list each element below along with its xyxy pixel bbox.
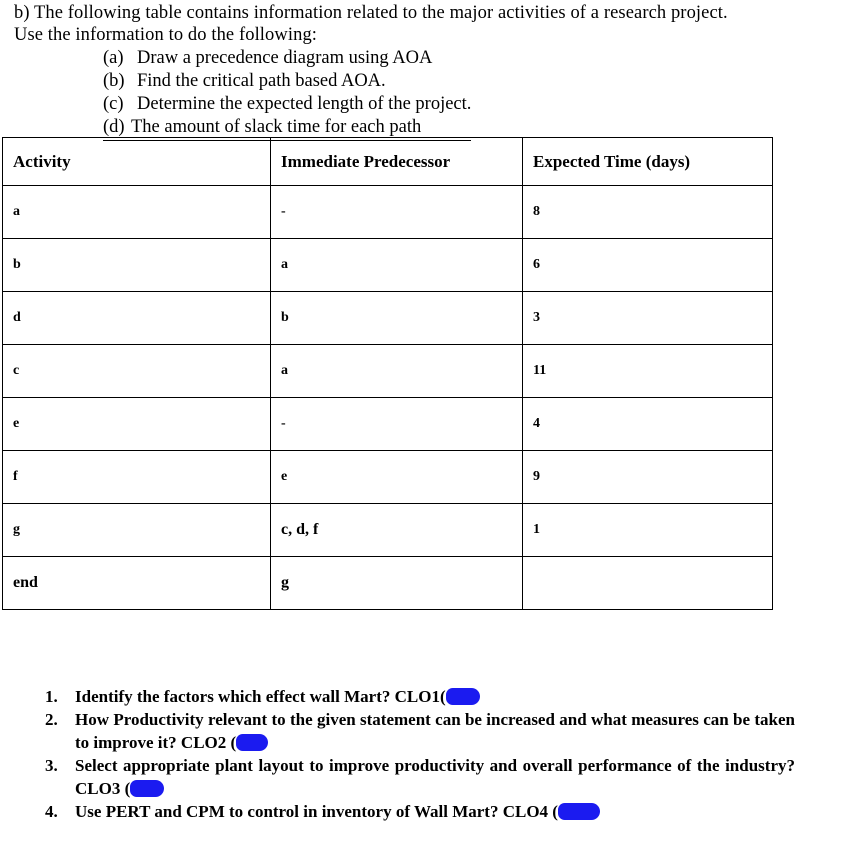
cell-activity: b	[3, 239, 271, 292]
task-text: The amount of slack time for each path	[131, 117, 422, 137]
cell-activity: f	[3, 451, 271, 504]
question-number: 3.	[45, 756, 58, 775]
table-row	[3, 504, 773, 557]
question-body: Select appropriate plant layout to improve productivity and overall performance of the industry? CLO3 (	[75, 756, 795, 798]
table-row	[3, 451, 773, 504]
question-text	[75, 800, 795, 823]
task-text: Draw a precedence diagram using AOA	[137, 48, 433, 68]
activity-table	[2, 137, 773, 610]
cell-predecessor: b	[271, 292, 523, 345]
task-list	[103, 47, 471, 141]
question-text	[75, 754, 795, 800]
redaction-mark	[558, 803, 600, 820]
question-body: Use PERT and CPM to control in inventory of Wall Mart? CLO4 (	[75, 802, 558, 821]
question-number: 2.	[45, 710, 58, 729]
cell-time: 1	[523, 504, 773, 557]
question-list	[45, 685, 795, 823]
header-time: Expected Time (days)	[523, 138, 773, 186]
cell-time: 6	[523, 239, 773, 292]
cell-predecessor: -	[271, 186, 523, 239]
question-item	[45, 800, 795, 823]
redaction-mark	[236, 734, 268, 751]
table-row	[3, 398, 773, 451]
cell-predecessor: -	[271, 398, 523, 451]
cell-activity: g	[3, 504, 271, 557]
cell-activity: c	[3, 345, 271, 398]
task-label: (d)	[103, 117, 125, 137]
cell-time: 3	[523, 292, 773, 345]
intro-text	[14, 2, 728, 46]
redaction-mark	[446, 688, 480, 705]
cell-predecessor: c, d, f	[271, 504, 523, 557]
cell-activity: d	[3, 292, 271, 345]
question-item	[45, 754, 795, 800]
question-number: 1.	[45, 687, 58, 706]
intro-line-1: b) The following table contains information related to the major activities of a research project.	[14, 3, 728, 23]
task-item	[103, 93, 471, 116]
table-header-row	[3, 138, 773, 186]
cell-activity: a	[3, 186, 271, 239]
header-activity: Activity	[3, 138, 271, 186]
table-row	[3, 292, 773, 345]
cell-predecessor: a	[271, 239, 523, 292]
question-number: 4.	[45, 802, 58, 821]
table-row	[3, 186, 773, 239]
table-row	[3, 345, 773, 398]
question-text	[75, 685, 795, 708]
question-item	[45, 685, 795, 708]
cell-time: 11	[523, 345, 773, 398]
cell-activity: e	[3, 398, 271, 451]
cell-predecessor: e	[271, 451, 523, 504]
question-item	[45, 708, 795, 754]
cell-time: 9	[523, 451, 773, 504]
table-row	[3, 557, 773, 610]
task-text: Find the critical path based AOA.	[137, 71, 386, 91]
cell-time: 8	[523, 186, 773, 239]
task-text: Determine the expected length of the project.	[137, 94, 472, 114]
task-item	[103, 47, 471, 70]
table-row	[3, 239, 773, 292]
task-label: (b)	[103, 71, 125, 91]
header-predecessor: Immediate Predecessor	[271, 138, 523, 186]
cell-predecessor: a	[271, 345, 523, 398]
cell-time: 4	[523, 398, 773, 451]
task-label: (c)	[103, 94, 124, 114]
cell-time	[523, 557, 773, 610]
question-body: How Productivity relevant to the given statement can be increased and what measures can be taken to improve it? CLO2 (	[75, 710, 795, 752]
cell-activity: end	[3, 557, 271, 610]
redaction-mark	[130, 780, 164, 797]
question-text	[75, 708, 795, 754]
cell-predecessor: g	[271, 557, 523, 610]
question-body: Identify the factors which effect wall Mart? CLO1(	[75, 687, 446, 706]
task-label: (a)	[103, 48, 124, 68]
intro-line-2: Use the information to do the following:	[14, 25, 318, 45]
task-item	[103, 70, 471, 93]
